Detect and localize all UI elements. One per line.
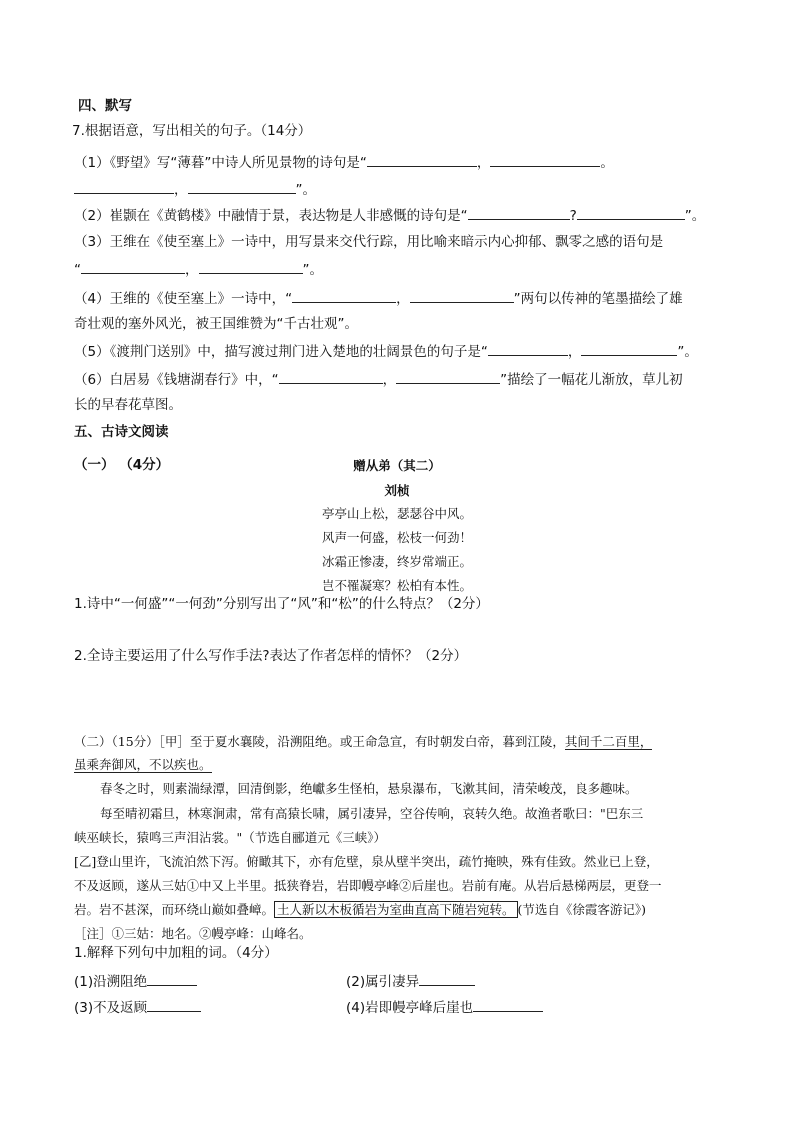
answer-blank[interactable] xyxy=(490,153,600,167)
poem-line: 岂不罹凝寒？松柏有本性。 xyxy=(321,578,472,593)
punctuation: ? xyxy=(569,208,577,224)
answer-blank[interactable] xyxy=(74,180,174,194)
answer-blank[interactable] xyxy=(199,260,303,274)
underlined-sentence: 其间千二百里， xyxy=(564,734,653,749)
poem-line: 亭亭山上松，瑟瑟谷中风。 xyxy=(321,506,472,521)
item-3-line-1: （3）王维在《使至塞上》一诗中，用写景来交代行踪，用比喻来暗示内心抑郁、飘零之感的语句是 xyxy=(74,234,664,250)
punctuation: ， xyxy=(174,182,188,198)
passage-text: （二）（15分）［甲］至于夏水襄陵，沿溯阻绝。或王命急宣，有时朝发白帝，暮到江陵， xyxy=(74,734,565,749)
item-5 xyxy=(74,342,698,361)
punctuation: ， xyxy=(396,291,410,307)
answer-blank[interactable] xyxy=(581,342,677,356)
answer-blank[interactable] xyxy=(188,180,296,194)
item-1-line-2 xyxy=(74,180,316,199)
passage-jia-line-4: 每至晴初霜旦，林寒涧肃，常有高猿长啸，属引凄异，空谷传响，哀转久绝。故渔者歌曰："巴东三 xyxy=(100,806,644,821)
item-2-prompt: （2）崔颢在《黄鹤楼》中融情于景，表达物是人非感慨的诗句是“ xyxy=(74,208,468,224)
item-4-prompt: （4）王维的《使至塞上》一诗中，“ xyxy=(74,291,293,307)
passage-jia-line-2 xyxy=(74,756,212,774)
item-4-prompt-tail: ”两句以传神的笔墨描绘了雄 xyxy=(513,291,683,307)
explain-question: 1.解释下列句中加粗的词。（4分） xyxy=(74,945,278,961)
punctuation: ”。 xyxy=(677,344,698,360)
item-3-line-2 xyxy=(74,260,323,279)
explain-item-label: (2)属引凄异 xyxy=(346,974,420,990)
passage-yi-line-2: 不及返顾，遂从三姑①中又上半里。抵狭脊岩，岩即幔亭峰②后崖也。岩前有庵。从岩后悬梯两层，更登一 xyxy=(74,878,662,893)
explain-item-2 xyxy=(346,972,475,991)
answer-blank[interactable] xyxy=(292,289,396,303)
explain-item-label: (1)沿溯阻绝 xyxy=(74,974,148,990)
item-1-prompt: （1）《野望》写“薄暮”中诗人所见景物的诗句是“ xyxy=(74,155,367,171)
answer-blank[interactable] xyxy=(396,370,500,384)
answer-blank[interactable] xyxy=(81,260,185,274)
explain-item-4 xyxy=(346,998,543,1017)
section-title-dictation: 四、默写 xyxy=(78,98,132,114)
poem-author: 刘桢 xyxy=(384,483,410,498)
underlined-sentence: 虽乘奔御风，不以疾也。 xyxy=(74,757,212,772)
part-1-label: （一） （4分） xyxy=(74,457,170,473)
poem-line: 风声一何盛，松枝一何劲！ xyxy=(321,530,472,545)
boxed-sentence: 土人新以木板循岩为室曲直高下随岩宛转。 xyxy=(274,901,518,918)
section-title-reading: 五、古诗文阅读 xyxy=(74,424,169,440)
item-6-prompt-tail: ”描绘了一幅花儿渐放，草儿初 xyxy=(500,372,683,388)
explain-item-3 xyxy=(74,998,201,1017)
answer-blank[interactable] xyxy=(488,342,568,356)
punctuation: ”。 xyxy=(302,262,323,278)
punctuation: ， xyxy=(185,262,199,278)
poem-question-1: 1.诗中“一何盛”“一何劲”分别写出了“风”和“松”的什么特点？（2分） xyxy=(74,596,489,612)
passage-yi-line-1: [乙]登山里许，飞流泊然下泻。俯瞰其下，亦有危壁，泉从壁半突出，疏竹掩映，殊有佳致。然业已上登， xyxy=(74,854,659,869)
answer-blank[interactable] xyxy=(419,972,475,986)
item-4-line-1 xyxy=(74,289,683,308)
question-7-stem: 7.根据语意，写出相关的句子。（14分） xyxy=(72,123,312,139)
punctuation: ， xyxy=(382,372,397,388)
item-5-prompt: （5）《渡荆门送别》中，描写渡过荆门进入楚地的壮阔景色的句子是“ xyxy=(74,344,488,360)
source-note: (节选自《徐霞客游记》) xyxy=(517,902,647,917)
answer-blank[interactable] xyxy=(147,972,197,986)
poem-question-2: 2.全诗主要运用了什么写作手法?表达了作者怎样的情怀？（2分） xyxy=(74,648,468,664)
explain-item-label: (4)岩即幔亭峰后崖也 xyxy=(346,1000,474,1016)
punctuation: ”。 xyxy=(295,182,316,198)
answer-blank[interactable] xyxy=(468,206,570,220)
item-6-line-2: 长的早春花草图。 xyxy=(74,397,182,413)
passage-jia-line-1 xyxy=(74,733,652,751)
item-2 xyxy=(74,206,705,225)
answer-blank[interactable] xyxy=(410,289,514,303)
answer-blank[interactable] xyxy=(577,206,685,220)
item-1-line-1 xyxy=(74,153,614,172)
answer-blank[interactable] xyxy=(279,370,383,384)
punctuation: ， xyxy=(567,344,582,360)
item-4-line-2: 奇壮观的塞外风光，被王国维赞为“千古壮观”。 xyxy=(74,316,358,332)
explain-item-1 xyxy=(74,972,197,991)
punctuation: ”。 xyxy=(684,208,706,224)
passage-jia-line-3: 春冬之时，则素湍绿潭，回清倒影，绝巘多生怪柏，悬泉瀑布，飞漱其间，清荣峻茂，良多趣味。 xyxy=(100,781,638,796)
punctuation: 。 xyxy=(600,155,614,171)
item-6-prompt: （6）白居易《钱塘湖春行》中，“ xyxy=(74,372,279,388)
punctuation: “ xyxy=(74,262,81,278)
passage-note: ［注］①三姑：地名。②幔亭峰：山峰名。 xyxy=(74,926,312,941)
answer-blank[interactable] xyxy=(367,153,477,167)
item-6-line-1 xyxy=(74,370,683,389)
answer-blank[interactable] xyxy=(147,998,201,1012)
answer-blank[interactable] xyxy=(473,998,543,1012)
passage-yi-line-3 xyxy=(74,901,646,919)
explain-item-label: (3)不及返顾 xyxy=(74,1000,148,1016)
poem-line: 冰霜正惨凄，终岁常端正。 xyxy=(321,554,472,569)
poem-title: 赠从弟（其二） xyxy=(353,458,441,473)
punctuation: ， xyxy=(476,155,491,171)
passage-jia-line-5: 峡巫峡长，猿鸣三声泪沾裳。"（节选自郦道元《三峡》） xyxy=(74,830,387,845)
passage-text: 岩。岩不甚深，而环绕山巅如叠嶂。 xyxy=(74,902,275,917)
